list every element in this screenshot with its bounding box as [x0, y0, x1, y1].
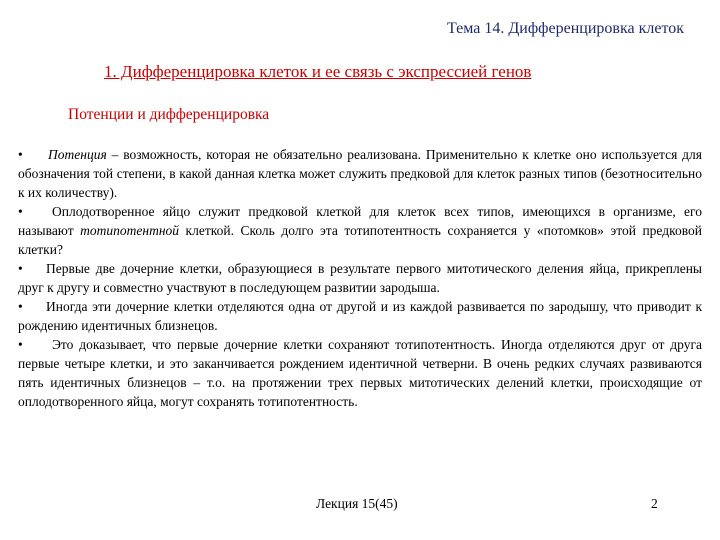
paragraph-text: Оплодотворенное яйцо служит предковой клеткой для клеток всех типов, имеющихся в организме, его называют: [18, 204, 702, 238]
paragraph-twins: [18, 297, 702, 335]
section-heading: 1. Дифференцировка клеток и ее связь с экспрессией генов: [104, 62, 532, 81]
bullet: •: [18, 337, 23, 352]
bullet: •: [18, 204, 23, 219]
paragraph-totipotent: [18, 202, 702, 259]
bullet: •: [18, 147, 23, 162]
paragraph-text: Это доказывает, что первые дочерние клетки сохраняют тотипотентность. Иногда отделяются друг от друга первые четыре клетки, и это заканчивается рождением идентичной четверни. В очень редких случаях развиваются пять идентичных близнецов – т.о. на протяжении трех первых митотических делений клетки, происходящие от оплодотворенного яйца, могут сохранять тотипотентность.: [18, 337, 702, 409]
page-number: 2: [651, 496, 658, 511]
paragraph-text: клеткой. Сколь долго эта тотипотентность сохраняется у «потомков» этой предковой клетки?: [18, 223, 702, 257]
topic-title: Тема 14. Дифференцировка клеток: [447, 20, 684, 37]
paragraph-text: Первые две дочерние клетки, образующиеся в результате первого митотического деления яйца, прикреплены друг к другу и совместно участвуют в последующем развитии зародыша.: [18, 261, 702, 295]
subheading: Потенции и дифференцировка: [68, 106, 270, 123]
paragraph-text: – возможность, которая не обязательно реализована. Применительно к клетке оно используется для обозначения той степени, в какой данная клетка может служить предковой для клеток разных типов (безотносительно к их количеству).: [18, 147, 702, 200]
term-totipotent: тотипотентной: [80, 223, 180, 238]
term-potency: Потенция: [48, 147, 107, 162]
paragraph-potency: [18, 145, 702, 202]
paragraph-first-division: [18, 259, 702, 297]
footer-lecture: Лекция 15(45): [316, 496, 398, 511]
body-content: [18, 145, 702, 411]
bullet: •: [18, 261, 23, 276]
paragraph-text: Иногда эти дочерние клетки отделяются одна от другой и из каждой развивается по зародышу, что приводит к рождению идентичных близнецов.: [18, 299, 702, 333]
bullet: •: [18, 299, 23, 314]
paragraph-proof: [18, 335, 702, 411]
